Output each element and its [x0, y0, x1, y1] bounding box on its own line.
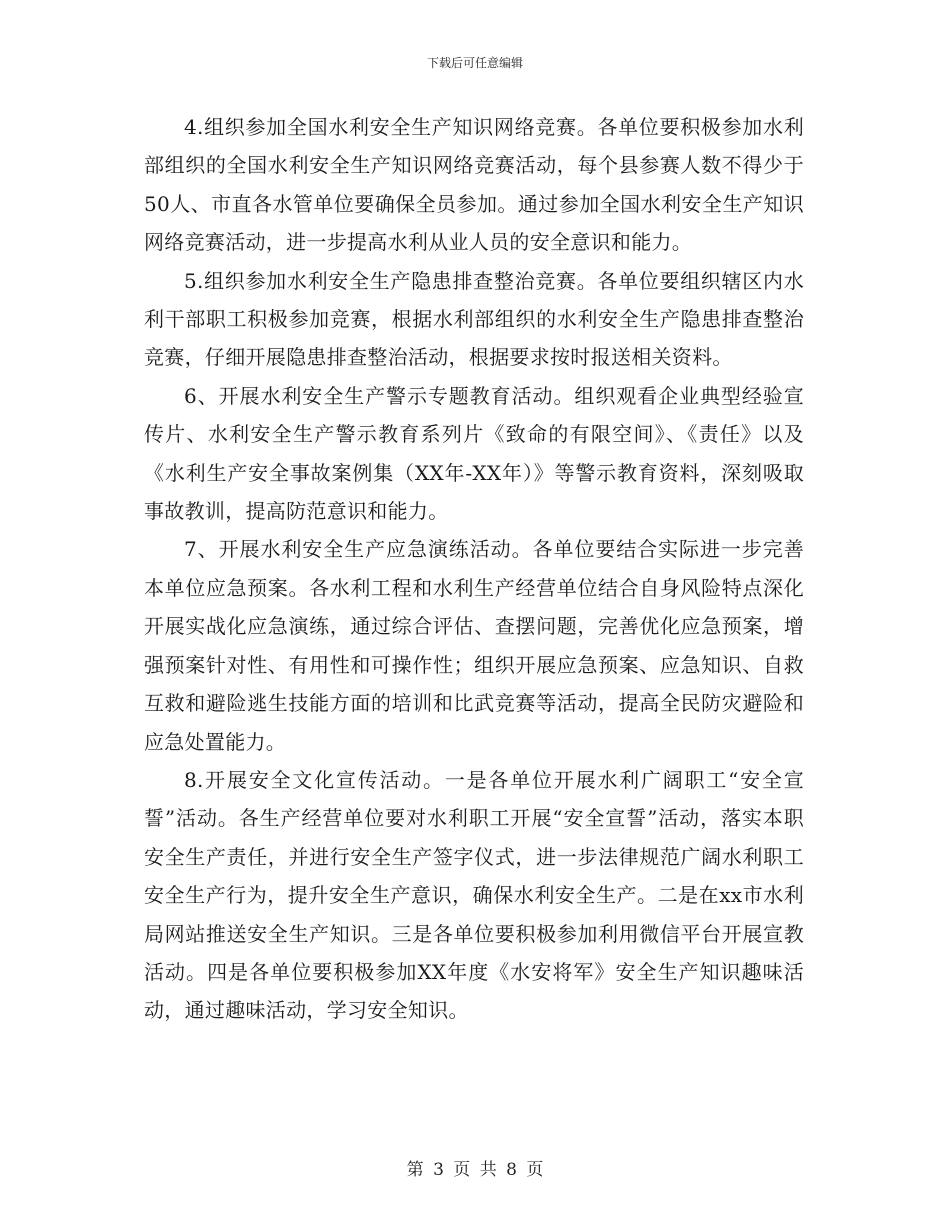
page-number-footer: 第 3 页 共 8 页 — [406, 1160, 544, 1180]
paragraph-item-4: 4.组织参加全国水利安全生产知识网络竞赛。各单位要积极参加水利部组织的全国水利安全生产知识网络竞赛活动，每个县参赛人数不得少于50人、市直各水管单位要确保全员参加。通过参加全国水利安全生产知识网络竞赛活动，进一步提高水利从业人员的安全意识和能力。 — [144, 115, 804, 255]
document-body — [144, 108, 804, 1030]
paragraph-item-6: 6、开展水利安全生产警示专题教育活动。组织观看企业典型经验宣传片、水利安全生产警示教育系列片《致命的有限空间》、《责任》以及《水利生产安全事故案例集（XX年-XX年）》等警示教育资料，深刻吸取事故教训，提高防范意识和能力。 — [144, 383, 804, 524]
paragraph-item-5: 5.组织参加水利安全生产隐患排查整治竞赛。各单位要组织辖区内水利干部职工积极参加竞赛，根据水利部组织的水利安全生产隐患排查整治竞赛，仔细开展隐患排查整治活动，根据要求按时报送相关资料。 — [144, 268, 804, 370]
paragraph-item-7: 7、开展水利安全生产应急演练活动。各单位要结合实际进一步完善本单位应急预案。各水利工程和水利生产经营单位结合自身风险特点深化开展实战化应急演练，通过综合评估、查摆问题，完善优化应急预案，增强预案针对性、有用性和可操作性；组织开展应急预案、应急知识、自救互救和避险逃生技能方面的培训和比武竞赛等活动，提高全民防灾避险和应急处置能力。 — [144, 537, 804, 754]
page-header: 下载后可任意编辑 — [426, 56, 523, 70]
paragraph-item-8: 8.开展安全文化宣传活动。一是各单位开展水利广阔职工“安全宣誓”活动。各生产经营单位要对水利职工开展“安全宣誓”活动，落实本职安全生产责任，并进行安全生产签字仪式，进一步法律规范广阔水利职工安全生产行为，提升安全生产意识，确保水利安全生产。二是在xx市水利局网站推送安全生产知识。三是各单位要积极参加利用微信平台开展宣教活动。四是各单位要积极参加XX年度《水安将军》安全生产知识趣味活动，通过趣味活动，学习安全知识。 — [144, 767, 804, 1023]
